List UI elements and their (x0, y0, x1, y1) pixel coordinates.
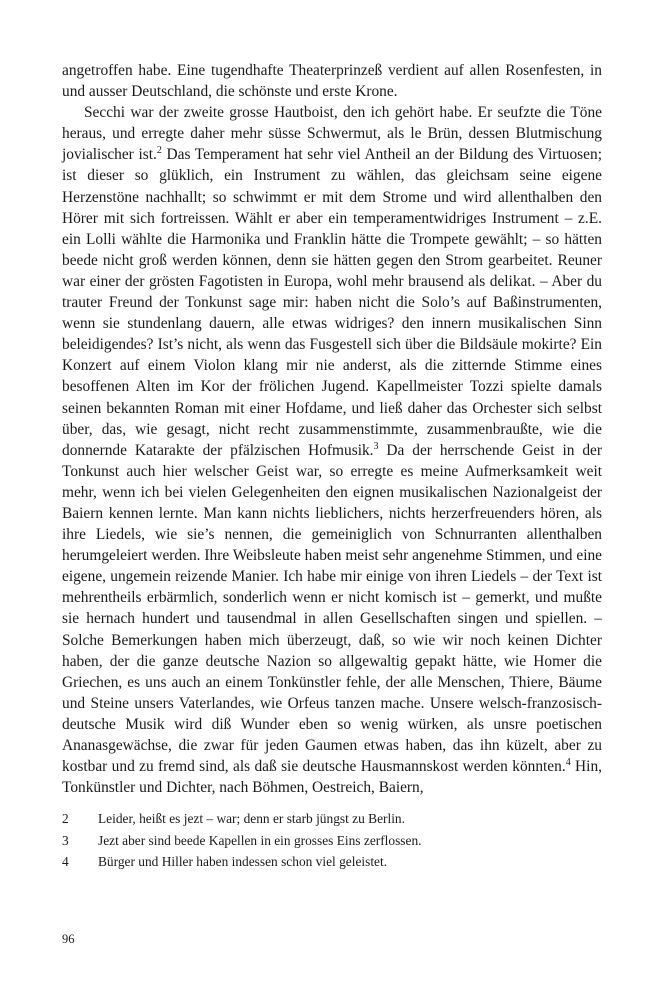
paragraph-2-text-d: Hin, Tonkünstler und Dichter, nach Böhmen, Oestreich, Baiern, (62, 758, 602, 797)
footnote-number: 3 (62, 832, 69, 848)
footnote-number: 2 (62, 811, 69, 827)
paragraph-1 (62, 60, 602, 102)
paragraph-2-text-b: Das Temperament hat sehr viel Antheil an der Bildung des Virtuosen; ist dieser so glüklich, ein Instrument zu wählen, das gleichsam seine eigene Herzenstöne nachhallt; so schwimmt er mit dem Strome und wird allenthalben den Hörer mit sich fortreissen. Wählt er aber ein temperamentwidriges Instrument – z.E. ein Lolli wählte die Harmonika und Franklin hätte die Trompete gewählt; – so hätten beede nicht groß werden können, denn sie hätten gegen den Strom gearbeitet. Reuner war einer der grösten Fagotisten in Europa, wohl mehr brausend als delikat. – Aber du trauter Freund der Tonkunst sage mir: haben nicht die Solo’s auf Baßinstrumenten, wenn sie stundenlang dauern, alle etwas widriges? den innern musikalischen Sinn beleidigendes? Ist’s nicht, als wenn das Fusgestell sich über die Bildsäule mokirte? Ein Konzert auf einem Violon klang mir nie anderst, als die zitternde Stimme eines besoffenen Alten im Kor der frölichen Jugend. Kapellmeister Tozzi spielte damals seinen bekannten Roman mit einer Hofdame, und ließ daher das Orchester sich selbst über, das, wie gesagt, nicht recht zusammenstimmte, zusammenbraußte, wie die donnernde Katarakte der pfälzischen Hofmusik. (62, 146, 602, 459)
main-text (62, 60, 602, 798)
page-content (62, 60, 602, 873)
footnote-text: Bürger und Hiller haben indessen schon viel geleistet. (98, 854, 388, 870)
page-number: 96 (62, 932, 75, 946)
footnote-number: 4 (62, 854, 69, 870)
paragraph-1-text: angetroffen habe. Eine tugendhafte Theaterprinzeß verdient auf allen Rosenfesten, in und ausser Deutschland, die schönste und erste Krone. (62, 62, 602, 101)
footnote-3 (62, 830, 602, 852)
paragraph-2 (62, 102, 602, 798)
footnote-text: Jezt aber sind beede Kapellen in ein grosses Eins zerflossen. (98, 832, 422, 848)
footnote-2 (62, 808, 602, 830)
footnote-ref-2[interactable]: 2 (156, 145, 162, 157)
footnote-ref-4[interactable]: 4 (565, 756, 571, 768)
footnotes (62, 808, 602, 873)
footnote-text: Leider, heißt es jezt – war; denn er starb jüngst zu Berlin. (98, 811, 405, 827)
paragraph-2-text-c: Da der herrschende Geist in der Tonkunst auch hier welscher Geist war, so erregte es meine Aufmerksamkeit weit mehr, wenn ich bei vielen Gelegenheiten den eignen musikalischen Nazionalgeist der Baiern kennen lernte. Man kann nichts lieblichers, nichts herzerfreuenders hören, als ihre Liedels, wie sie’s nennen, die gemeiniglich von Schnurranten allenthalben herumgeleiert werden. Ihre Weibsleute haben meist sehr angenehme Stimmen, und eine eigene, ungemein reizende Manier. Ich habe mir einige von ihren Liedels – der Text ist mehrentheils erbärmlich, sonderlich wenn er nicht komisch ist – gemerkt, und mußte sie hernach hundert und tausendmal in allen Gesellschaften singen und spiellen. – Solche Bemerkungen haben mich überzeugt, daß, so wie wir noch keinen Dichter haben, der die ganze deutsche Nazion so allgewaltig gepakt hätte, wie Homer die Griechen, es uns auch an einem Tonkünstler fehle, der alle Menschen, Thiere, Bäume und Steine unsers Vaterlandes, wie Orfeus tanzen mache. Unsere welsch-franzosisch-deutsche Musik wird diß Wunder eben so wenig würken, als unsre poetischen Ananasgewächse, die zwar für jeden Gaumen etwas haben, das ihn küzelt, aber zu kostbar und zu fremd sind, als daß sie deutsche Hausmannskost werden könnten. (62, 441, 602, 776)
footnote-4 (62, 851, 602, 873)
paragraph-2-text-a: Secchi war der zweite grosse Hautboist, den ich gehört habe. Er seufzte die Töne heraus, und erregte daher mehr süsse Schwermut, als le Brün, dessen Blutmischung jovialischer ist. (62, 104, 602, 164)
footnote-ref-3[interactable]: 3 (373, 440, 379, 452)
